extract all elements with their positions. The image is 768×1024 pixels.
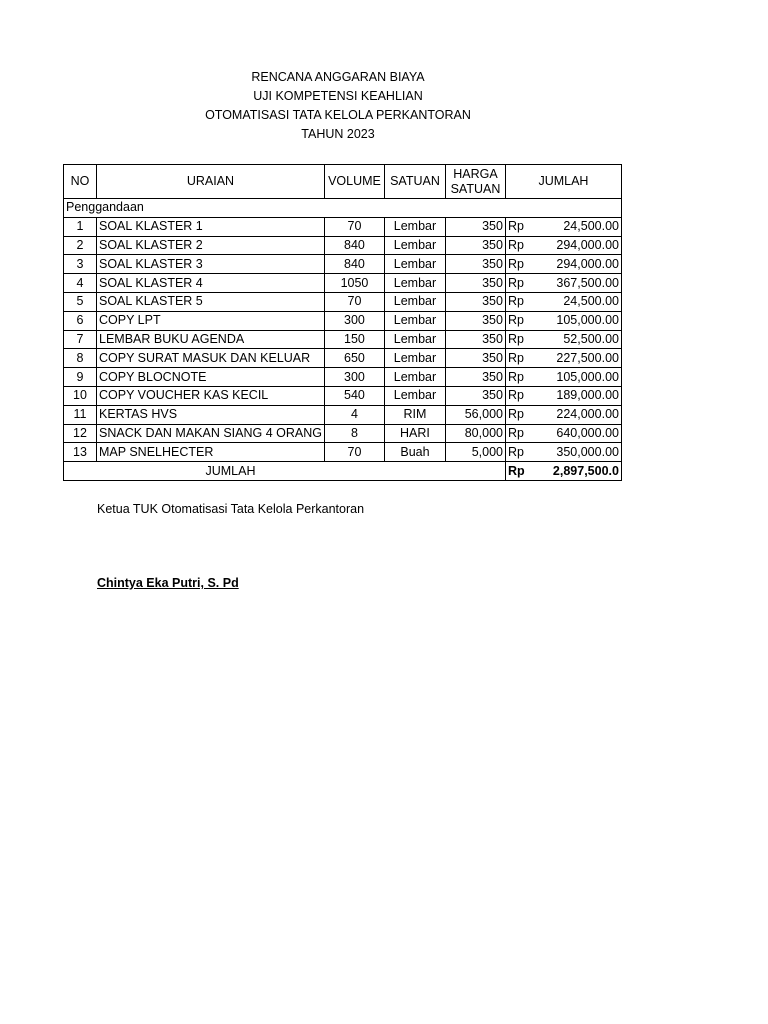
cell-no: 4 [64, 274, 97, 293]
title-line-3: OTOMATISASI TATA KELOLA PERKANTORAN [205, 108, 471, 122]
cell-volume: 840 [324, 255, 384, 274]
budget-table [63, 164, 622, 481]
cell-harga: 350 [445, 236, 505, 255]
cell-satuan: Buah [384, 443, 445, 462]
cell-jumlah: 294,000.00 [533, 255, 621, 274]
cell-jumlah: 224,000.00 [533, 405, 621, 424]
title-line-1: RENCANA ANGGARAN BIAYA [251, 70, 425, 84]
header-harga-satuan [445, 165, 505, 199]
cell-no: 10 [64, 386, 97, 405]
cell-harga: 5,000 [445, 443, 505, 462]
cell-currency: Rp [505, 424, 533, 443]
cell-no: 1 [64, 217, 97, 236]
total-row [64, 462, 622, 481]
cell-no: 9 [64, 368, 97, 387]
cell-satuan: Lembar [384, 292, 445, 311]
cell-no: 6 [64, 311, 97, 330]
cell-no: 3 [64, 255, 97, 274]
cell-currency: Rp [505, 405, 533, 424]
cell-uraian: LEMBAR BUKU AGENDA [97, 330, 325, 349]
title-line-2: UJI KOMPETENSI KEAHLIAN [253, 89, 423, 103]
cell-no: 12 [64, 424, 97, 443]
header-volume: VOLUME [324, 165, 384, 199]
cell-uraian: SOAL KLASTER 2 [97, 236, 325, 255]
section-row [64, 199, 622, 218]
cell-volume: 70 [324, 443, 384, 462]
cell-jumlah: 294,000.00 [533, 236, 621, 255]
cell-currency: Rp [505, 236, 533, 255]
table-header-row [64, 165, 622, 199]
table-row [64, 443, 622, 462]
cell-uraian: MAP SNELHECTER [97, 443, 325, 462]
cell-harga: 350 [445, 311, 505, 330]
cell-satuan: Lembar [384, 368, 445, 387]
cell-volume: 300 [324, 311, 384, 330]
cell-currency: Rp [505, 349, 533, 368]
cell-volume: 4 [324, 405, 384, 424]
cell-volume: 650 [324, 349, 384, 368]
total-value: 2,897,500.0 [533, 462, 621, 481]
table-row [64, 311, 622, 330]
header-harga-line2: SATUAN [450, 181, 501, 196]
table-row [64, 386, 622, 405]
cell-uraian: COPY SURAT MASUK DAN KELUAR [97, 349, 325, 368]
table-row [64, 349, 622, 368]
cell-satuan: Lembar [384, 349, 445, 368]
total-label: JUMLAH [64, 462, 506, 481]
cell-harga: 56,000 [445, 405, 505, 424]
cell-uraian: COPY LPT [97, 311, 325, 330]
cell-currency: Rp [505, 292, 533, 311]
cell-uraian: SNACK DAN MAKAN SIANG 4 ORANG [97, 424, 325, 443]
cell-satuan: Lembar [384, 311, 445, 330]
cell-uraian: KERTAS HVS [97, 405, 325, 424]
cell-jumlah: 105,000.00 [533, 368, 621, 387]
cell-jumlah: 24,500.00 [533, 217, 621, 236]
title-line-4: TAHUN 2023 [301, 127, 375, 141]
cell-currency: Rp [505, 443, 533, 462]
cell-volume: 70 [324, 217, 384, 236]
cell-satuan: Lembar [384, 330, 445, 349]
cell-harga: 350 [445, 274, 505, 293]
cell-harga: 350 [445, 292, 505, 311]
cell-currency: Rp [505, 274, 533, 293]
total-currency: Rp [505, 462, 533, 481]
cell-currency: Rp [505, 217, 533, 236]
cell-no: 7 [64, 330, 97, 349]
cell-volume: 300 [324, 368, 384, 387]
cell-harga: 350 [445, 255, 505, 274]
cell-satuan: RIM [384, 405, 445, 424]
table-row [64, 217, 622, 236]
cell-volume: 8 [324, 424, 384, 443]
cell-satuan: Lembar [384, 386, 445, 405]
cell-volume: 70 [324, 292, 384, 311]
cell-harga: 350 [445, 330, 505, 349]
cell-currency: Rp [505, 386, 533, 405]
cell-uraian: SOAL KLASTER 1 [97, 217, 325, 236]
cell-jumlah: 640,000.00 [533, 424, 621, 443]
cell-harga: 350 [445, 349, 505, 368]
header-jumlah: JUMLAH [505, 165, 621, 199]
table-row [64, 236, 622, 255]
cell-no: 5 [64, 292, 97, 311]
cell-harga: 350 [445, 386, 505, 405]
table-row [64, 368, 622, 387]
cell-jumlah: 367,500.00 [533, 274, 621, 293]
cell-no: 13 [64, 443, 97, 462]
footer-role: Ketua TUK Otomatisasi Tata Kelola Perkantoran [97, 502, 365, 516]
cell-currency: Rp [505, 330, 533, 349]
document-title [0, 68, 676, 144]
header-harga-line1: HARGA [453, 166, 498, 181]
cell-satuan: Lembar [384, 274, 445, 293]
section-label: Penggandaan [64, 199, 622, 218]
cell-no: 11 [64, 405, 97, 424]
table-row [64, 424, 622, 443]
cell-volume: 150 [324, 330, 384, 349]
cell-harga: 350 [445, 368, 505, 387]
cell-satuan: HARI [384, 424, 445, 443]
signer-name: Chintya Eka Putri, S. Pd [97, 576, 239, 590]
table-row [64, 255, 622, 274]
cell-satuan: Lembar [384, 255, 445, 274]
table-row [64, 405, 622, 424]
cell-volume: 1050 [324, 274, 384, 293]
cell-satuan: Lembar [384, 217, 445, 236]
cell-jumlah: 350,000.00 [533, 443, 621, 462]
header-uraian: URAIAN [97, 165, 325, 199]
cell-satuan: Lembar [384, 236, 445, 255]
cell-uraian: SOAL KLASTER 5 [97, 292, 325, 311]
header-no: NO [64, 165, 97, 199]
cell-uraian: COPY VOUCHER KAS KECIL [97, 386, 325, 405]
table-row [64, 330, 622, 349]
cell-currency: Rp [505, 368, 533, 387]
cell-harga: 350 [445, 217, 505, 236]
cell-jumlah: 105,000.00 [533, 311, 621, 330]
cell-harga: 80,000 [445, 424, 505, 443]
cell-currency: Rp [505, 311, 533, 330]
cell-uraian: SOAL KLASTER 3 [97, 255, 325, 274]
table-row [64, 274, 622, 293]
cell-jumlah: 52,500.00 [533, 330, 621, 349]
header-satuan: SATUAN [384, 165, 445, 199]
cell-no: 8 [64, 349, 97, 368]
table-row [64, 292, 622, 311]
cell-volume: 540 [324, 386, 384, 405]
cell-currency: Rp [505, 255, 533, 274]
cell-jumlah: 227,500.00 [533, 349, 621, 368]
cell-uraian: SOAL KLASTER 4 [97, 274, 325, 293]
cell-volume: 840 [324, 236, 384, 255]
cell-jumlah: 24,500.00 [533, 292, 621, 311]
cell-uraian: COPY BLOCNOTE [97, 368, 325, 387]
cell-jumlah: 189,000.00 [533, 386, 621, 405]
cell-no: 2 [64, 236, 97, 255]
